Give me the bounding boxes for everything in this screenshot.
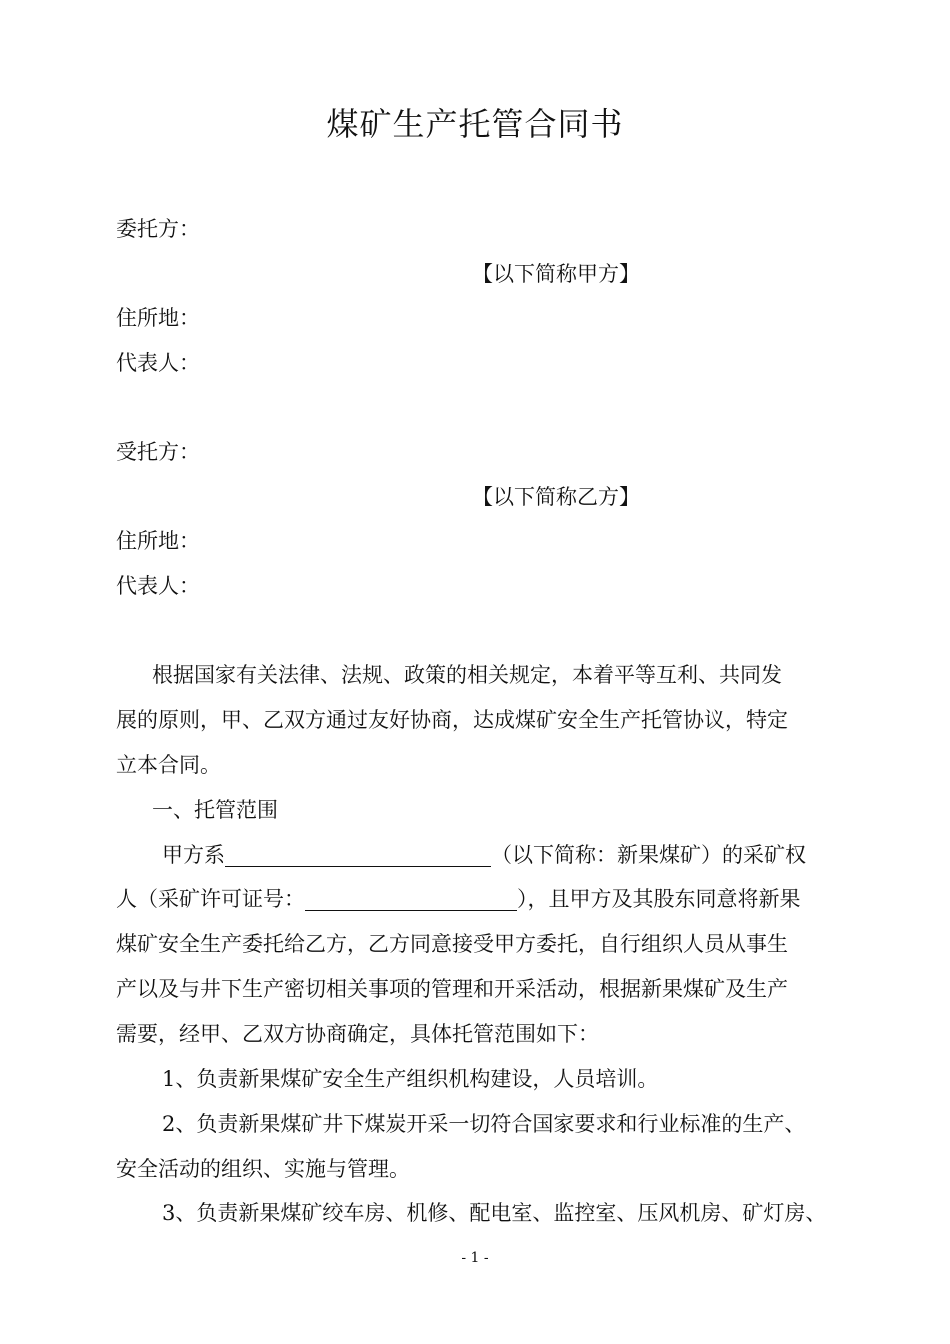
preamble-line-3: 立本合同。 xyxy=(116,753,221,777)
section1-para-line-4: 产以及与井下生产密切相关事项的管理和开采活动，根据新果煤矿及生产 xyxy=(116,977,788,1001)
paragraph-text: ），且甲方及其股东同意将新果 xyxy=(517,887,801,911)
paragraph-text: 人（采矿许可证号： xyxy=(116,887,305,911)
party-a-rep-label: 代表人： xyxy=(116,351,200,375)
preamble-line-1: 根据国家有关法律、法规、政策的相关规定，本着平等互利、共同发 xyxy=(152,663,782,687)
document-title: 煤矿生产托管合同书 xyxy=(326,105,624,143)
section1-para-line-3: 煤矿安全生产委托给乙方，乙方同意接受甲方委托，自行组织人员从事生 xyxy=(116,932,788,956)
paragraph-text: 甲方系 xyxy=(162,843,225,867)
list-item-3-line-1: 3、负责新果煤矿绞车房、机修、配电室、监控室、压风机房、矿灯房、 xyxy=(162,1201,827,1225)
party-a-alias: 【以下简称甲方】 xyxy=(472,262,640,286)
section-heading: 一、托管范围 xyxy=(152,798,278,822)
party-a-label: 委托方： xyxy=(116,217,200,241)
party-a-address-label: 住所地： xyxy=(116,306,200,330)
party-b-label: 受托方： xyxy=(116,440,200,464)
fill-in-blank-license-number[interactable] xyxy=(305,886,517,911)
party-b-address-label: 住所地： xyxy=(116,529,200,553)
list-item-2-line-2: 安全活动的组织、实施与管理。 xyxy=(116,1157,410,1181)
page-number: - 1 - xyxy=(461,1250,489,1266)
section1-para-line-5: 需要，经甲、乙双方协商确定，具体托管范围如下： xyxy=(116,1022,599,1046)
fill-in-blank-mine-name[interactable] xyxy=(225,842,491,867)
paragraph-text: （以下简称：新果煤矿）的采矿权 xyxy=(491,843,806,867)
preamble-line-2: 展的原则，甲、乙双方通过友好协商，达成煤矿安全生产托管协议，特定 xyxy=(116,708,788,732)
list-item-1: 1、负责新果煤矿安全生产组织机构建设，人员培训。 xyxy=(162,1067,659,1091)
party-b-alias: 【以下简称乙方】 xyxy=(472,485,640,509)
section1-para-line-1 xyxy=(162,840,806,870)
party-b-rep-label: 代表人： xyxy=(116,574,200,598)
section1-para-line-2 xyxy=(116,884,801,914)
list-item-2-line-1: 2、负责新果煤矿井下煤炭开采一切符合国家要求和行业标准的生产、 xyxy=(162,1112,806,1136)
